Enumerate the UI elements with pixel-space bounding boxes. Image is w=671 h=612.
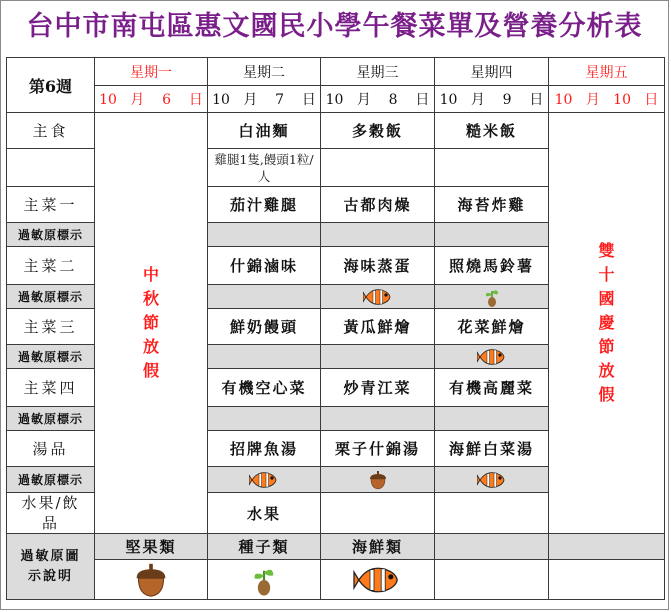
main3-wed: 黃瓜鮮燴 bbox=[321, 309, 435, 345]
fish-icon bbox=[249, 470, 279, 490]
day-name-mon: 星期一 bbox=[95, 58, 208, 86]
staple-note-wed bbox=[321, 149, 435, 187]
date-fri: 10 月 10 日 bbox=[549, 86, 665, 113]
allergen-main1-thu bbox=[435, 223, 549, 247]
day-name-thu: 星期四 bbox=[435, 58, 549, 86]
row-label-main1: 主菜一 bbox=[7, 187, 95, 223]
fruit-wed bbox=[321, 493, 435, 534]
allergen-main4-thu bbox=[435, 407, 549, 431]
main2-wed: 海味蒸蛋 bbox=[321, 247, 435, 285]
allergen-label-main3: 過敏原標示 bbox=[7, 345, 95, 369]
legend-fish-icon-cell bbox=[321, 560, 435, 600]
staple-wed: 多穀飯 bbox=[321, 113, 435, 149]
row-label-main2: 主菜二 bbox=[7, 247, 95, 285]
week-label: 第6週 bbox=[7, 58, 95, 113]
allergen-soup-thu bbox=[435, 467, 549, 493]
date-wed: 10 月 8 日 bbox=[321, 86, 435, 113]
legend-seed-icon-cell bbox=[208, 560, 321, 600]
soup-thu: 海鮮白菜湯 bbox=[435, 431, 549, 467]
legend-empty-4 bbox=[549, 560, 665, 600]
legend-label: 過敏原圖示說明 bbox=[7, 534, 95, 600]
soup-tue: 招牌魚湯 bbox=[208, 431, 321, 467]
legend-fish-label: 海鮮類 bbox=[321, 534, 435, 560]
main4-tue: 有機空心菜 bbox=[208, 369, 321, 407]
legend-nut-label: 堅果類 bbox=[95, 534, 208, 560]
day-name-wed: 星期三 bbox=[321, 58, 435, 86]
main1-wed: 古都肉燥 bbox=[321, 187, 435, 223]
row-label-soup: 湯品 bbox=[7, 431, 95, 467]
allergen-main2-tue bbox=[208, 285, 321, 309]
page-title: 台中市南屯區惠文國民小學午餐菜單及營養分析表 bbox=[26, 11, 643, 42]
seed-icon bbox=[481, 286, 503, 308]
day-name-fri: 星期五 bbox=[549, 58, 665, 86]
row-label-main4: 主菜四 bbox=[7, 369, 95, 407]
fish-icon bbox=[353, 564, 403, 596]
staple-note-thu bbox=[435, 149, 549, 187]
row-label-fruit: 水果/飲品 bbox=[7, 493, 95, 534]
fish-icon bbox=[363, 287, 393, 307]
allergen-main1-wed bbox=[321, 223, 435, 247]
fish-icon bbox=[477, 470, 507, 490]
row-label-staple-note bbox=[7, 149, 95, 187]
staple-note-tue: 雞腿1隻,饅頭1粒/人 bbox=[208, 149, 321, 187]
main2-tue: 什錦滷味 bbox=[208, 247, 321, 285]
main2-thu: 照燒馬鈴薯 bbox=[435, 247, 549, 285]
allergen-label-main4: 過敏原標示 bbox=[7, 407, 95, 431]
allergen-label-main2: 過敏原標示 bbox=[7, 285, 95, 309]
holiday-friday: 雙十國慶節放假 bbox=[549, 113, 665, 534]
legend-seed-label: 種子類 bbox=[208, 534, 321, 560]
legend-empty-3 bbox=[435, 560, 549, 600]
date-tue: 10 月 7 日 bbox=[208, 86, 321, 113]
allergen-main4-tue bbox=[208, 407, 321, 431]
main3-tue: 鮮奶饅頭 bbox=[208, 309, 321, 345]
fruit-tue: 水果 bbox=[208, 493, 321, 534]
seed-icon bbox=[247, 562, 281, 598]
day-name-tue: 星期二 bbox=[208, 58, 321, 86]
allergen-main3-tue bbox=[208, 345, 321, 369]
allergen-main4-wed bbox=[321, 407, 435, 431]
main4-thu: 有機高麗菜 bbox=[435, 369, 549, 407]
allergen-soup-wed bbox=[321, 467, 435, 493]
menu-table bbox=[6, 57, 665, 600]
main1-tue: 茄汁雞腿 bbox=[208, 187, 321, 223]
main1-thu: 海苔炸雞 bbox=[435, 187, 549, 223]
date-mon: 10 月 6 日 bbox=[95, 86, 208, 113]
main3-thu: 花菜鮮燴 bbox=[435, 309, 549, 345]
allergen-main1-tue bbox=[208, 223, 321, 247]
allergen-main3-thu bbox=[435, 345, 549, 369]
legend-empty-2 bbox=[549, 534, 665, 560]
allergen-main2-wed bbox=[321, 285, 435, 309]
legend-empty-1 bbox=[435, 534, 549, 560]
nut-icon bbox=[132, 562, 170, 598]
holiday-monday: 中秋節放假 bbox=[95, 113, 208, 534]
staple-tue: 白油麵 bbox=[208, 113, 321, 149]
legend-nut-icon-cell bbox=[95, 560, 208, 600]
row-label-staple: 主食 bbox=[7, 113, 95, 149]
allergen-main3-wed bbox=[321, 345, 435, 369]
soup-wed: 栗子什錦湯 bbox=[321, 431, 435, 467]
row-label-main3: 主菜三 bbox=[7, 309, 95, 345]
allergen-soup-tue bbox=[208, 467, 321, 493]
allergen-label-soup: 過敏原標示 bbox=[7, 467, 95, 493]
main4-wed: 炒青江菜 bbox=[321, 369, 435, 407]
staple-thu: 糙米飯 bbox=[435, 113, 549, 149]
fish-icon bbox=[477, 347, 507, 367]
date-thu: 10 月 9 日 bbox=[435, 86, 549, 113]
allergen-label-main1: 過敏原標示 bbox=[7, 223, 95, 247]
allergen-main2-thu bbox=[435, 285, 549, 309]
nut-icon bbox=[368, 470, 388, 490]
fruit-thu bbox=[435, 493, 549, 534]
